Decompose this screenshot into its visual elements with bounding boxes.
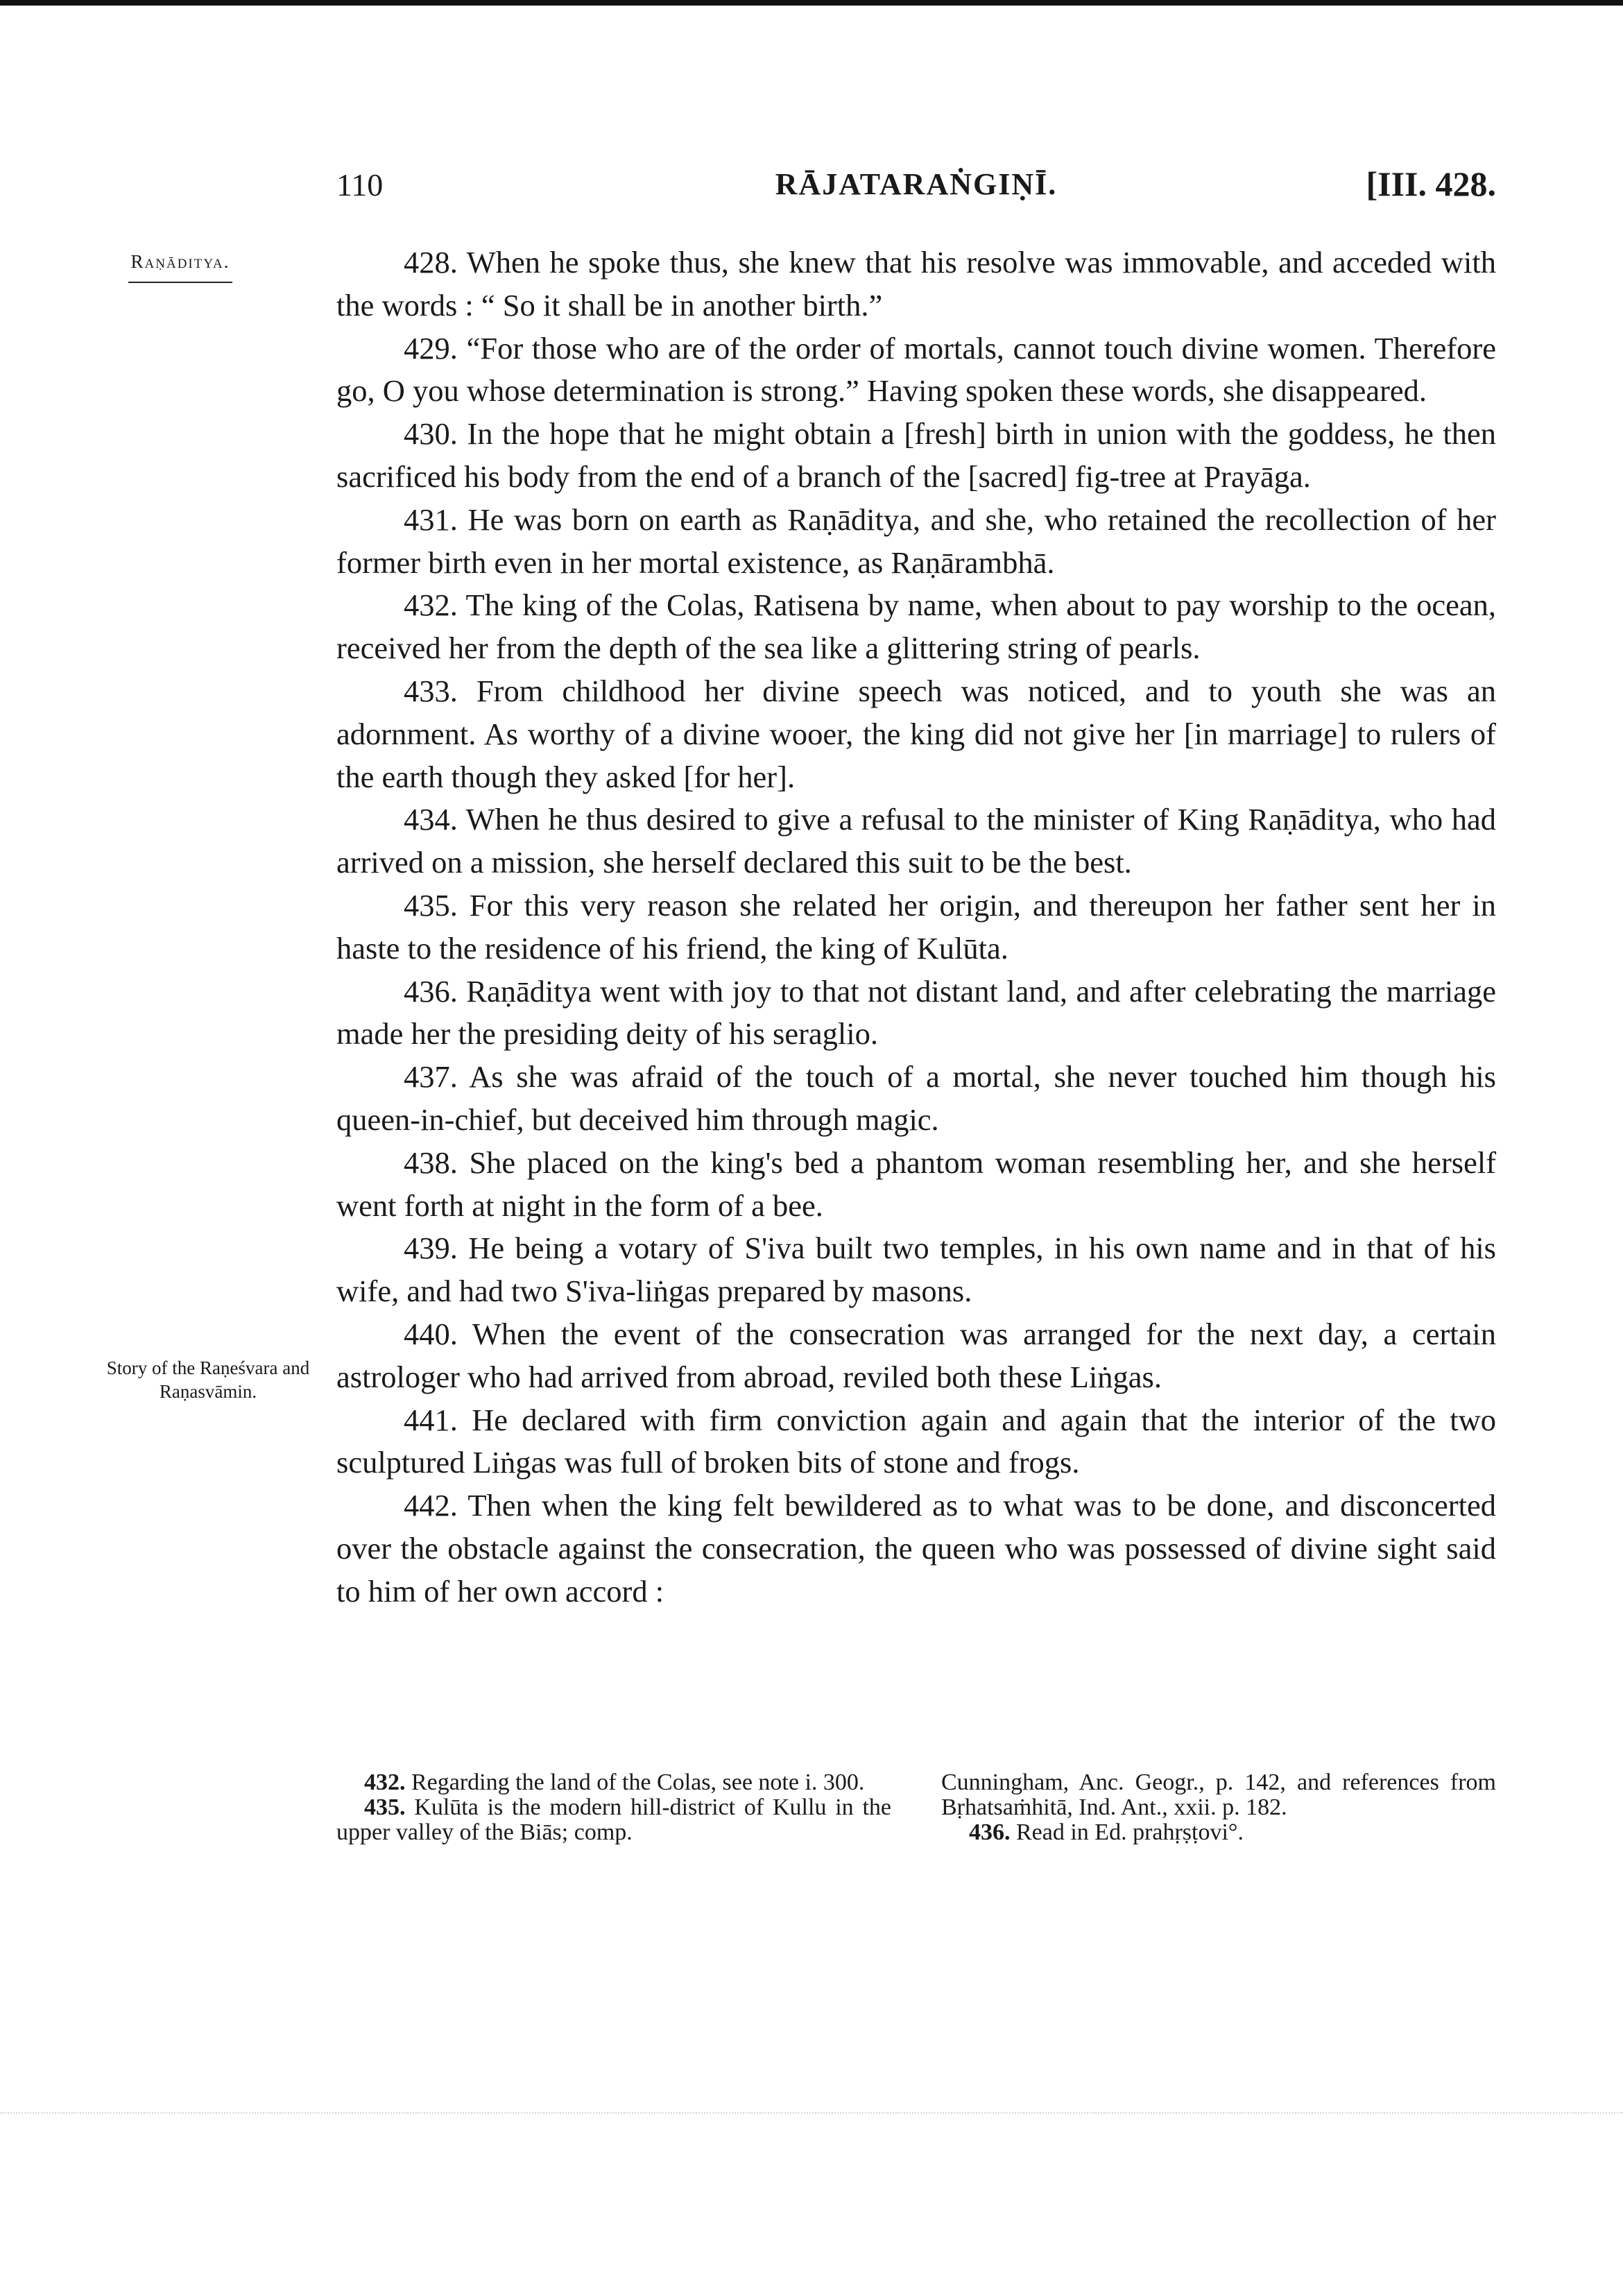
- paragraph-number: 438.: [404, 1145, 458, 1180]
- paragraph-text: He declared with firm conviction again and again that the interior of the two sculptured Liṅgas was full of broken bits of stone and frogs.: [336, 1402, 1497, 1480]
- paragraph-text: When he thus desired to give a refusal to the minister of King Raṇāditya, who had arrived on a mission, she herself declared this suit to be the best.: [336, 802, 1496, 880]
- margin-note-story: [76, 1356, 340, 1403]
- paragraph-text: “For those who are of the order of mortals, cannot touch divine women. Therefore go, O you whose determination is strong.” Having spoken these words, she disappeared.: [336, 330, 1496, 409]
- paragraph-number: 431.: [404, 502, 458, 537]
- paragraph-text: Raṇāditya went with joy to that not distant land, and after celebrating the marriage made her the presiding deity of his seraglio.: [336, 973, 1497, 1052]
- paragraph-430: [336, 413, 1496, 499]
- scan-edge-line: [0, 2112, 1623, 2114]
- footnote: [941, 1770, 1496, 1820]
- paragraph-text: She placed on the king's bed a phantom woman resembling her, and she herself went forth at night in the form of a bee.: [336, 1145, 1497, 1223]
- paragraph-text: When the event of the consecration was arranged for the next day, a certain astrologer who had arrived from abroad, reviled both these Liṅgas.: [336, 1316, 1496, 1394]
- margin-note-text: Raṇāditya.: [130, 251, 230, 272]
- paragraph-number: 436.: [404, 973, 458, 1009]
- footnote-number: 435.: [364, 1794, 406, 1820]
- paragraph-number: 439.: [404, 1231, 458, 1266]
- top-border: [0, 0, 1623, 6]
- paragraph-432: [336, 584, 1496, 670]
- paragraph-number: 433.: [404, 673, 458, 708]
- margin-note-text: Story of the Raṇeśvara and Raṇasvāmin.: [106, 1357, 310, 1402]
- paragraph-441: [336, 1399, 1496, 1485]
- paragraph-number: 440.: [404, 1316, 458, 1351]
- main-text: [336, 241, 1496, 1613]
- paragraph-text: In the hope that he might obtain a [fresh] birth in union with the goddess, he then sacrificed his body from the end of a branch of the [sacred] fig-tree at Prayāga.: [336, 416, 1496, 494]
- margin-note-rule: [128, 282, 232, 283]
- paragraph-text: He being a votary of S'iva built two temples, in his own name and in that of his wife, and had two S'iva-liṅgas prepared by masons.: [336, 1231, 1496, 1309]
- paragraph-435: [336, 884, 1496, 970]
- footnote-text: Cunningham, Anc. Geogr., p. 142, and references from Bṛhatsaṁhitā, Ind. Ant., xxii. p. 182.: [941, 1770, 1496, 1820]
- paragraph-438: [336, 1142, 1496, 1228]
- page-header: [336, 166, 1496, 215]
- margin-note-ranaditya: [76, 250, 284, 283]
- paragraph-number: 430.: [404, 416, 458, 452]
- paragraph-440: [336, 1313, 1496, 1399]
- footnote-number: 436.: [969, 1819, 1011, 1845]
- paragraph-number: 429.: [404, 330, 458, 366]
- paragraph-442: [336, 1484, 1496, 1613]
- paragraph-text: As she was afraid of the touch of a mortal, she never touched him though his queen-in-chief, but deceived him through magic.: [336, 1059, 1496, 1137]
- footnote-text: Kulūta is the modern hill-district of Kullu in the upper valley of the Biās; comp.: [336, 1794, 891, 1845]
- footnote-text: Regarding the land of the Colas, see note i. 300.: [411, 1770, 865, 1795]
- paragraph-number: 432.: [404, 588, 458, 623]
- paragraph-434: [336, 798, 1496, 884]
- footnote-text: Read in Ed. prahṛṣṭovi°.: [1016, 1819, 1244, 1845]
- footnote: [336, 1770, 891, 1795]
- paragraph-text: When he spoke thus, she knew that his resolve was immovable, and acceded with the words : “ So it shall be in another birth.”: [336, 245, 1496, 323]
- paragraph-429: [336, 327, 1496, 413]
- paragraph-text: From childhood her divine speech was noticed, and to youth she was an adornment. As worthy of a divine wooer, the king did not give her [in marriage] to rulers of the earth though they asked [for her].: [336, 673, 1497, 794]
- paragraph-number: 434.: [404, 802, 458, 837]
- footnote: [941, 1820, 1496, 1845]
- paragraph-number: 441.: [404, 1402, 458, 1437]
- section-reference: [III. 428.: [1366, 164, 1496, 203]
- paragraph-436: [336, 970, 1496, 1056]
- footnote-number: 432.: [364, 1770, 406, 1795]
- paragraph-428: [336, 241, 1496, 327]
- paragraph-437: [336, 1056, 1496, 1142]
- paragraph-text: The king of the Colas, Ratisena by name, when about to pay worship to the ocean, received her from the depth of the sea like a glittering string of pearls.: [336, 588, 1496, 666]
- paragraph-number: 437.: [404, 1059, 458, 1095]
- paragraph-text: For this very reason she related her origin, and thereupon her father sent her in haste to the residence of his friend, the king of Kulūta.: [336, 887, 1497, 966]
- paragraph-433: [336, 670, 1496, 798]
- paragraph-text: Then when the king felt bewildered as to what was to be done, and disconcerted over the obstacle against the consecration, the queen who was possessed of divine sight said to him of her own accord :: [336, 1488, 1496, 1609]
- footnote: [336, 1795, 891, 1845]
- paragraph-number: 442.: [404, 1488, 458, 1523]
- paragraph-number: 428.: [404, 245, 458, 280]
- paragraph-text: He was born on earth as Raṇāditya, and she, who retained the recollection of her former birth even in her mortal existence, as Raṇārambhā.: [336, 502, 1496, 580]
- footnotes-left-column: [336, 1770, 891, 1845]
- running-title: RĀJATARAṄGIṆĪ.: [775, 167, 1058, 201]
- footnotes: [336, 1770, 1496, 1845]
- paragraph-number: 435.: [404, 887, 458, 923]
- page-number: 110: [336, 167, 384, 203]
- footnotes-right-column: [941, 1770, 1496, 1845]
- paragraph-431: [336, 499, 1496, 585]
- paragraph-439: [336, 1227, 1496, 1313]
